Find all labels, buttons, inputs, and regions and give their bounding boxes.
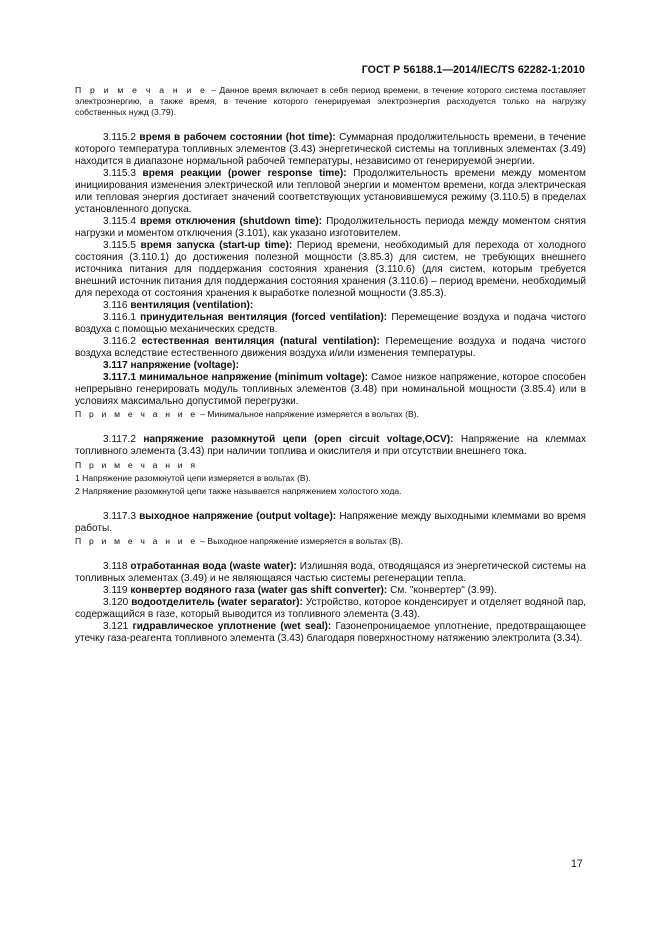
para-3-115-3 [75,168,586,216]
para-number: 3.118 [103,561,131,572]
definition: Суммарная продолжительность времени, в течение которого температура топливных элементов (3.43) энергетической системы на топливных элементах (3.49) находится в диапазоне нормальной рабочей температуры, независимо от генерируемой энергии. [75,132,587,167]
term: напряжение разомкнутой цепи (open circuit voltage,OCV): [143,434,454,445]
para-number: 3.117.3 [103,511,140,522]
note-item: 2 Напряжение разомкнутой цепи также называется напряжением холостого хода. [75,486,402,496]
definition: Самое низкое напряжение, которое способен непрерывно генерировать модуль топливных элементов (3.48) при номинальной мощности (3.85.4) или в условиях максимально допустимой перегрузки. [75,372,586,407]
para-number: 3.121 [103,621,133,632]
definition: Газонепроницаемое уплотнение, предотвращающее утечку газа-реагента топливного элемента (3.43) благодаря поверхностному натяжению электролита (3.34). [75,621,586,644]
definition: Продолжительность периода между моментом снятия нагрузки и моментом отключения (3.101), как указано изготовителем. [75,216,586,239]
definition: Напряжение между выходными клеммами во время работы. [75,511,586,534]
term: принудительная вентиляция (forced ventilation): [140,312,388,323]
para-3-116-1 [75,312,586,336]
para-number: 3.115.5 [103,240,141,251]
note-label: П р и м е ч а н и е [75,536,198,546]
page-number: 17 [571,858,583,870]
note-3-117-1 [75,409,586,420]
note-text: – Данное время включает в себя период времени, в течение которого система поставляет электроэнергию, а также время, в течение которого генерируемая электроэнергия расходуется только на нагрузку собственных нужд (3.79). [75,85,586,117]
note-item: 1 Напряжение разомкнутой цепи измеряется в вольтах (В). [75,473,311,483]
definition: Перемещение воздуха и подача чистого воздуха с помощью механических средств. [75,312,587,335]
term: напряжение (voltage): [130,360,240,371]
definition: Перемещение воздуха и подача чистого воздуха вследствие естественного движения воздуха и/или изменения температуры. [75,336,586,359]
definition: Устройство, которое конденсирует и отделяет водяной пар, содержащийся в газе, который выводится из топливного элемента (3.43). [75,597,586,620]
page-content [75,85,586,645]
definition: Излишняя вода, отводящаяся из энергетической системы на топливных элементах (3.49) и не являющаяся частью системы регенерации тепла. [75,561,586,584]
para-number: 3.115.2 [103,132,140,143]
term: вентиляция (ventilation): [130,300,254,311]
para-3-116 [75,300,586,312]
note-label: П р и м е ч а н и е [75,85,208,95]
note-text: – Минимальное напряжение измеряется в вольтах (В). [197,409,419,419]
definition: Напряжение на клеммах топливного элемента (3.43) при наличии топлива и окислителя и при отсутствии внешнего тока. [75,434,586,457]
term: конвертер водяного газа (water gas shift converter): [130,585,388,596]
term: водоотделитель (water separator): [131,597,303,608]
term: минимальное напряжение (minimum voltage): [139,372,369,383]
term: время отключения (shutdown time): [139,216,323,227]
note-text: – Выходное напряжение измеряется в вольтах (В). [197,536,403,546]
definition: Продолжительность времени между моментом инициирования изменения электрической или тепловой энергии и моментом времени, когда электрическая или тепловая энергия достигает значений соответствующих установившемуся режиму (3.110.5) в пределах установленного допуска. [75,168,586,215]
term: отработанная вода (waste water): [130,561,297,572]
para-3-119 [75,585,586,597]
para-number: 3.116 [103,300,131,311]
para-3-117-2 [75,434,586,458]
term: время реакции (power response time): [142,168,347,179]
para-number: 3.115.3 [103,168,143,179]
para-number: 3.117.1 [103,372,140,383]
para-number: 3.116.2 [103,336,142,347]
definition: См. "конвертер" (3.99). [387,585,497,596]
para-number: 3.119 [103,585,131,596]
para-3-118 [75,561,586,585]
note-3-117-3 [75,536,586,547]
para-number: 3.120 [103,597,132,608]
para-3-121 [75,621,586,645]
note-label: П р и м е ч а н и е [75,409,198,419]
para-number: 3.117.2 [103,434,144,445]
para-3-116-2 [75,336,586,360]
term: время в рабочем состоянии (hot time): [139,132,336,143]
para-3-115-5 [75,240,586,300]
definition: Период времени, необходимый для перехода от холодного состояния (3.110.1) до достижения полезной мощности (3.85.3) для систем, не требующих внешнего источника питания для поддержания состояния хранения (3.110.6) (для систем, которым требуется внешний источник питания для поддержания состояния хранения (3.110.6) – период времени, необходимый для перехода от состояния хранения к выработке полезной мощности (3.85.3). [75,240,587,299]
document-header: ГОСТ Р 56188.1—2014/IEC/TS 62282-1:2010 [361,64,585,76]
para-number: 3.117 [103,360,131,371]
note-top [75,85,586,118]
para-number: 3.115.4 [103,216,140,227]
para-number: 3.116.1 [103,312,141,323]
notes-label: П р и м е ч а н и я [75,460,198,470]
para-3-117-1 [75,372,586,408]
term: естественная вентиляция (natural ventilation): [141,336,380,347]
para-3-117 [75,360,586,372]
term: гидравлическое уплотнение (wet seal): [132,621,332,632]
notes-3-117-2 [75,460,586,471]
para-3-120 [75,597,586,621]
para-3-115-2 [75,132,586,168]
term: выходное напряжение (output voltage): [139,511,337,522]
para-3-115-4 [75,216,586,240]
term: время запуска (start-up time): [140,240,293,251]
para-3-117-3 [75,511,586,535]
